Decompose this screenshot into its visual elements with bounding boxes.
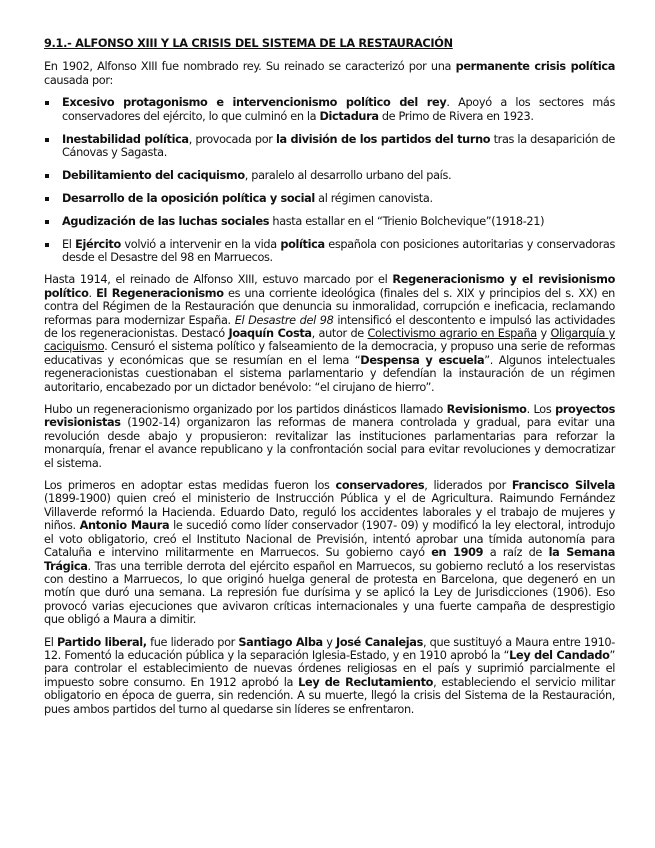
- bold-text: Ley de Reclutamiento: [298, 675, 434, 689]
- bold-text: Partido liberal,: [57, 635, 147, 649]
- bold-text: Dictadura: [319, 109, 379, 123]
- text-run: , liderados por: [424, 479, 512, 493]
- text-run: , estableciendo el servicio militar obligatorio en época de guerra, sin redención. A su muerte, llegó la crisis del Sistema de la Restauración, pues ambos partidos del turno al quedarse sin líderes se enfrentaron.: [44, 675, 615, 716]
- text-run: , autor de: [311, 327, 368, 340]
- bold-text: proyectos revisionistas: [44, 403, 615, 430]
- paragraph-partido-liberal: [44, 636, 615, 716]
- text-run: El: [62, 237, 76, 251]
- text-run: (1902-14) organizaron las reformas de manera controlada y gradual, para evitar una revolución desde abajo y propusieron: revitalizar las instituciones parlamentarias para reforzar la monarquía, frenar el avance republicano y la confrontación social para evitar revoluciones y democratizar el sistema.: [44, 416, 615, 470]
- bold-text: Agudización de las luchas sociales: [62, 214, 270, 228]
- text-run: Hubo un regeneracionismo organizado por los partidos dinásticos llamado: [44, 403, 447, 417]
- text-run: hasta estallar en el “Trienio Bolchevique”(1918-21): [269, 214, 545, 228]
- text-run: y: [322, 635, 337, 649]
- text-run: (1899-1900) quien creó el ministerio de Instrucción Pública y el de Agricultura. Raimundo Fernández Villaverde reformó la Hacienda. Eduardo Dato, reguló los accidentes laborales y el trabajo de mujeres y niños.: [44, 492, 615, 533]
- list-item-cause-6: [44, 238, 615, 265]
- bold-text: Ejército: [75, 237, 121, 251]
- section-heading: 9.1.- ALFONSO XIII Y LA CRISIS DEL SISTEMA DE LA RESTAURACIÓN: [44, 37, 453, 50]
- bold-text: Excesivo protagonismo e intervencionismo político del rey: [62, 96, 447, 110]
- bold-text: la división de los partidos del turno: [275, 132, 491, 146]
- bold-text: José Canalejas: [336, 635, 423, 649]
- bold-text: Debilitamiento del caciquismo: [62, 168, 245, 182]
- text-run: En 1902, Alfonso XIII fue nombrado rey. Su reinado se caracterizó por una: [44, 60, 456, 74]
- text-run: , que sustituyó a Maura entre 1910-12. Fomentó la educación pública y la separación Iglesia-Estado, y en 1910 aprobó la “: [44, 635, 615, 662]
- text-run: Hasta 1914, el reinado de Alfonso XIII, estuvo marcado por el: [44, 273, 393, 287]
- bold-text: Despensa y escuela: [360, 353, 485, 367]
- bold-text: Santiago Alba: [238, 635, 323, 649]
- text-run: . Censuró el sistema político y falseamiento de la democracia, y propuso una serie de reformas educativas y económicas que se resumían en el lema “: [44, 340, 615, 367]
- list-item-cause-4: [44, 192, 615, 205]
- text-run: al régimen canovista.: [314, 191, 433, 205]
- list-item-cause-2: [44, 133, 615, 160]
- bold-text: política: [280, 237, 325, 251]
- text-run: , provocada por: [188, 132, 276, 146]
- bold-text: Regeneracionismo y el revisionismo político: [44, 273, 615, 300]
- text-run: , paralelo al desarrollo urbano del país.: [244, 168, 452, 182]
- text-run: española con posiciones autoritarias y conservadoras desde el Desastre del 98 en Marruecos.: [62, 237, 615, 264]
- bold-text: Joaquín Costa: [228, 327, 312, 340]
- bold-text: en 1909: [431, 546, 484, 560]
- text-run: . Tras una terrible derrota del ejército español en Marruecos, su gobierno reclutó a los reservistas con destino a Marruecos, lo que originó huelga general de protesta en Barcelona, que degeneró en un motín que duró una semana. La represión fue durísima y se aplicó la Ley de Jurisdicciones (1906). Eso provocó varias ejecuciones que avivaron críticas internacionales y una fuerte campaña de desprestigio que obligó a Maura a dimitir.: [44, 559, 615, 627]
- text-run: y: [536, 327, 551, 340]
- list-item-cause-1: [44, 96, 615, 123]
- text-run: .: [88, 286, 97, 300]
- text-run: ”. Algunos intelectuales regeneracionistas cuestionaban el sistema parlamentario y defendían la instauración de un régimen autoritario, encabezado por un dictador benévolo: “el cirujano de hierro”.: [44, 353, 615, 394]
- text-run: a raíz de: [483, 546, 549, 560]
- text-run: volvió a intervenir en la vida: [120, 237, 281, 251]
- bold-text: permanente crisis política: [455, 60, 615, 74]
- bold-text: Antonio Maura: [79, 519, 170, 533]
- text-run: ” para controlar el establecimiento de nuevas órdenes religiosas en el país y suprimió parcialmente el impuesto sobre consumo. En 1912 aprobó la: [44, 648, 615, 689]
- text-run: fue liderado por: [146, 635, 239, 649]
- text-run: . Los: [526, 403, 556, 417]
- causes-list: [44, 96, 615, 264]
- bold-text: Inestabilidad política: [62, 132, 189, 146]
- bold-text: Desarrollo de la oposición política y social: [62, 191, 315, 205]
- text-run: de Primo de Rivera en 1923.: [378, 109, 534, 123]
- bold-text: Francisco Silvela: [511, 479, 615, 493]
- text-run: le sucedió como líder conservador (1907- 09) y modificó la ley electoral, introdujo el voto obligatorio, creó el Instituto Nacional de Previsión, intentó aprobar una tímida autonomía para Cataluña e intervino militarmente en Marruecos. Su gobierno cayó: [44, 519, 615, 560]
- bold-text: la Semana Trágica: [44, 546, 616, 573]
- text-run: causada por:: [44, 73, 113, 87]
- italic-text: El Desastre del 98: [234, 313, 334, 327]
- bold-text: Ley del Candado: [509, 648, 610, 662]
- paragraph-revisionismo: [44, 403, 615, 470]
- bold-text: El Regeneracionismo: [96, 286, 224, 300]
- text-run: es una corriente ideológica (finales del s. XIX y principios del s. XX) en contra del Régimen de la Restauración que denuncia su inmoralidad, corrupción e ineficacia, reclamando reformas para modernizar España.: [44, 286, 615, 327]
- underlined-title: Colectivismo agrario en España: [367, 327, 537, 340]
- intro-paragraph: [44, 60, 615, 87]
- text-run: . Apoyó a los sectores más conservadores del ejército, lo que culminó en la: [62, 96, 615, 123]
- underlined-title: Oligarquía y caciquismo: [44, 327, 616, 354]
- bold-text: conservadores: [335, 479, 425, 493]
- document-page: [44, 37, 615, 716]
- bold-text: Revisionismo: [446, 403, 527, 417]
- paragraph-regeneracionismo: [44, 273, 615, 394]
- text-run: El: [44, 635, 58, 649]
- text-run: tras la desaparición de Cánovas y Sagasta.: [62, 132, 615, 159]
- list-item-cause-3: [44, 169, 615, 182]
- text-run: intensificó el descontento e impulsó las actividades de los regeneracionistas. Destacó: [44, 313, 615, 340]
- paragraph-conservadores: [44, 479, 615, 626]
- text-run: Los primeros en adoptar estas medidas fueron los: [44, 479, 336, 493]
- list-item-cause-5: [44, 215, 615, 228]
